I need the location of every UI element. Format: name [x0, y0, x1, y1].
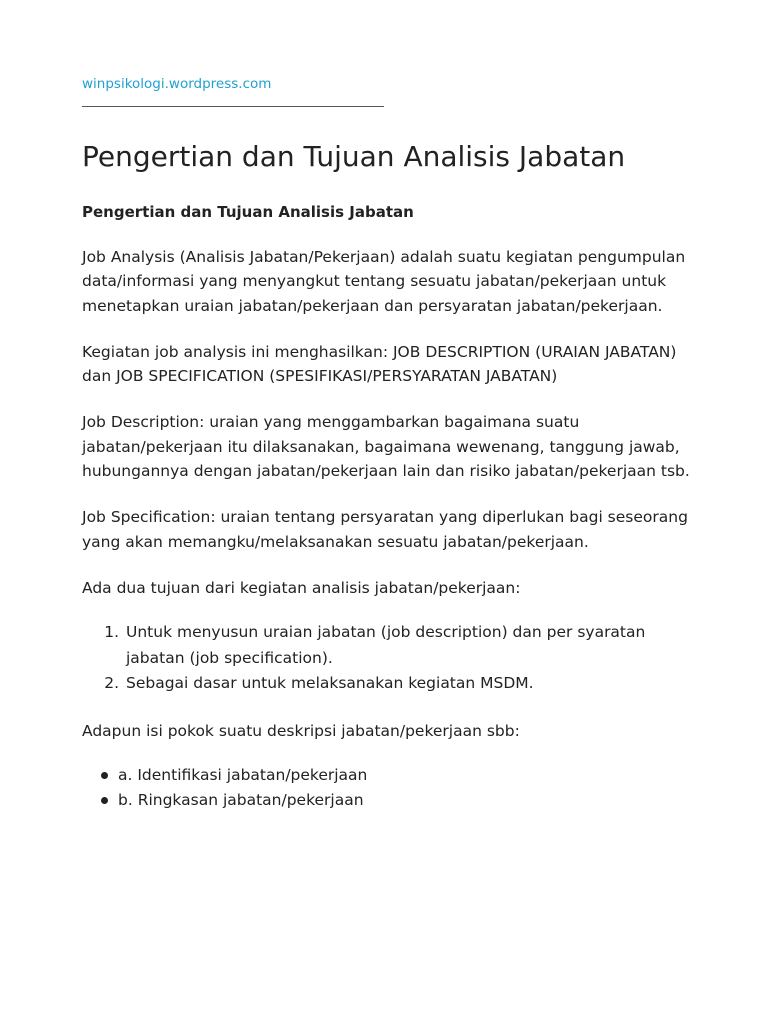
list-item-label: a. Identifikasi jabatan/pekerjaan — [118, 766, 368, 785]
paragraph-goals-intro: Ada dua tujuan dari kegiatan analisis jabatan/pekerjaan: — [82, 578, 521, 597]
list-item: 1. Untuk menyusun uraian jabatan (job description) dan per syaratan jabatan (job specification). — [124, 620, 692, 671]
post-title: Pengertian dan Tujuan Analisis Jabatan — [82, 140, 626, 173]
list-item-label: b. Ringkasan jabatan/pekerjaan — [118, 791, 364, 810]
list-item — [82, 763, 692, 788]
site-link[interactable]: winpsikologi.wordpress.com — [82, 76, 272, 92]
document-page — [82, 74, 692, 813]
paragraph-job-analysis: Job Analysis (Analisis Jabatan/Pekerjaan) adalah suatu kegiatan pengumpulan data/informasi yang menyangkut tentang sesuatu jabatan/pekerjaan untuk menetapkan uraian jabatan/pekerjaan dan persyaratan jabatan/pekerjaan. — [82, 248, 686, 315]
contents-list — [82, 763, 692, 813]
goals-list — [82, 620, 692, 697]
list-item — [82, 788, 692, 813]
list-item: 2. Sebagai dasar untuk melaksanakan kegiatan MSDM. — [124, 671, 692, 697]
header-divider — [82, 106, 384, 107]
paragraph-job-analysis-output: Kegiatan job analysis ini menghasilkan: JOB DESCRIPTION (URAIAN JABATAN) dan JOB SPECIFICATION (SPESIFIKASI/PERSYARATAN JABATAN) — [82, 342, 677, 386]
bullet-icon — [101, 772, 108, 779]
section-heading: Pengertian dan Tujuan Analisis Jabatan — [82, 203, 414, 221]
paragraph-job-specification: Job Specification: uraian tentang persyaratan yang diperlukan bagi seseorang yang akan memangku/melaksanakan sesuatu jabatan/pekerjaan. — [82, 508, 688, 551]
paragraph-contents-intro: Adapun isi pokok suatu deskripsi jabatan/pekerjaan sbb: — [82, 721, 520, 740]
paragraph-job-description: Job Description: uraian yang menggambarkan bagaimana suatu jabatan/pekerjaan itu dilaksanakan, bagaimana wewenang, tanggung jawab, hubungannya dengan jabatan/pekerjaan lain dan risiko jabatan/pekerjaan tsb. — [82, 413, 690, 481]
bullet-icon — [101, 797, 108, 804]
